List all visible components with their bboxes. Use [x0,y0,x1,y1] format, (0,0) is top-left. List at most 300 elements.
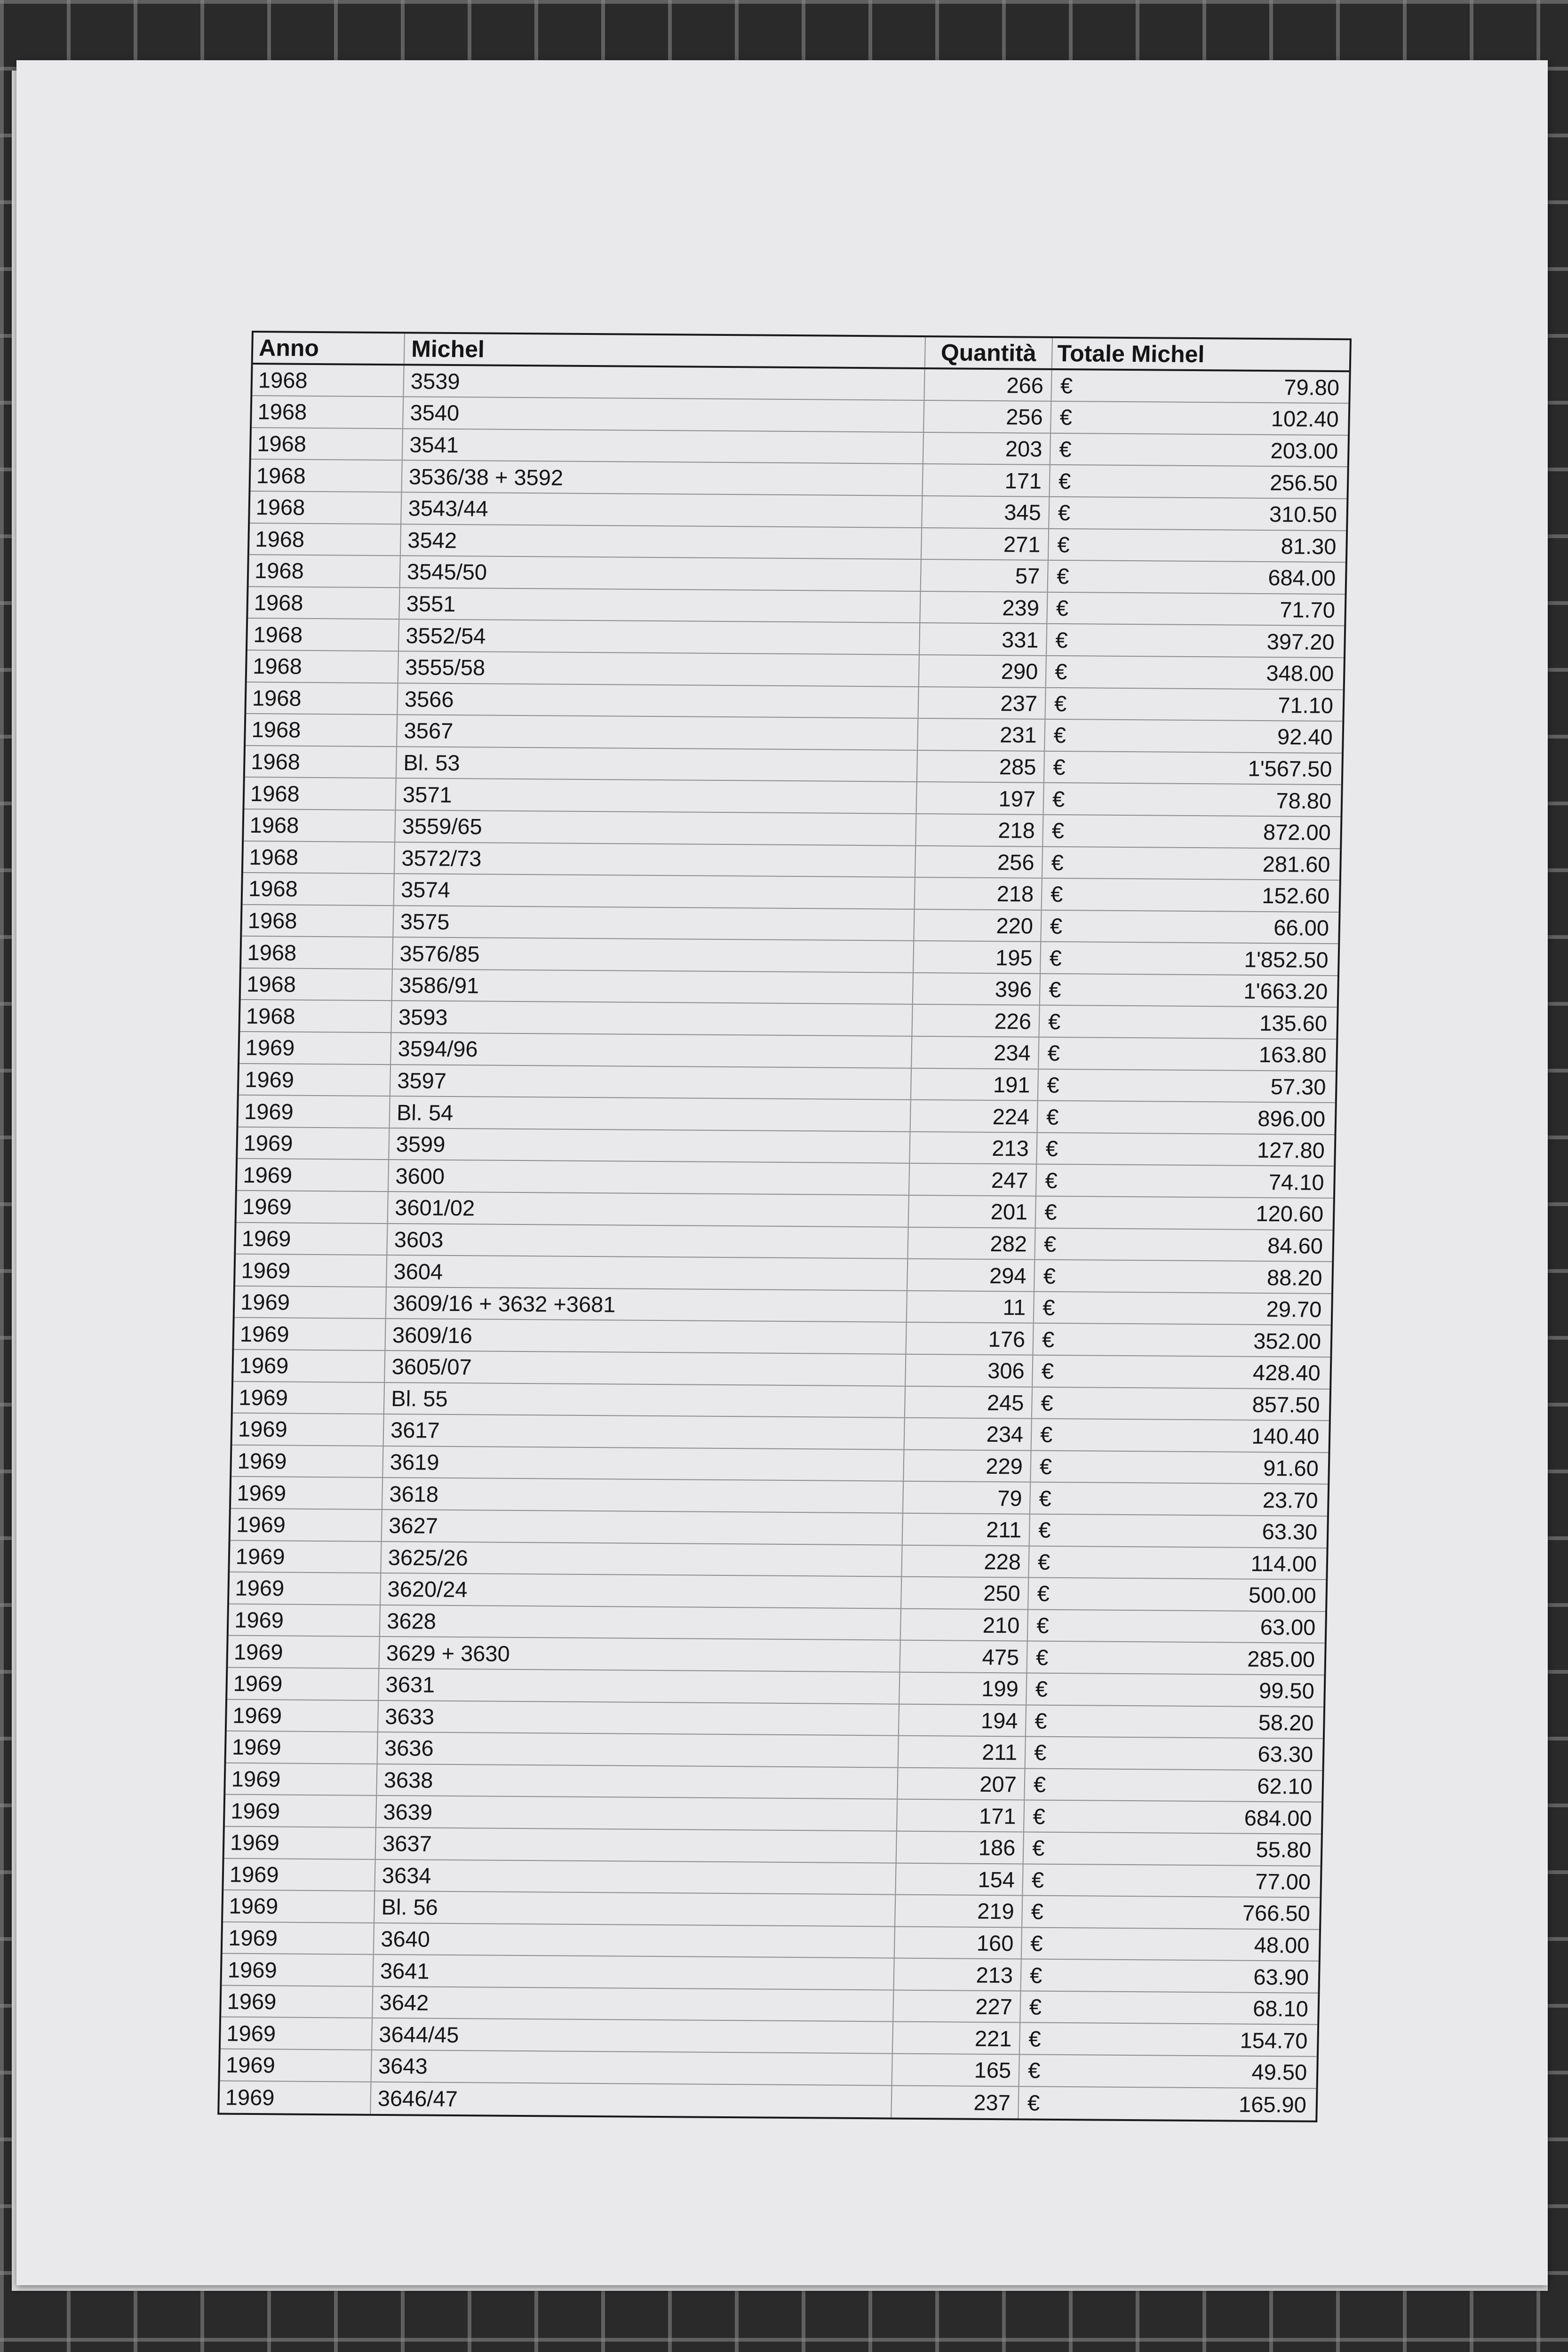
cell-quantita: 294 [907,1259,1035,1291]
cell-quantita: 224 [911,1100,1038,1132]
cell-quantita: 220 [914,910,1042,941]
cell-totale-michel [1031,1451,1324,1484]
cell-anno: 1969 [225,1795,377,1827]
cell-quantita: 210 [901,1609,1028,1640]
cell-michel: 3628 [380,1605,901,1640]
cell-quantita: 160 [895,1927,1022,1958]
currency-symbol: € [1048,1009,1061,1034]
cell-anno: 1969 [237,1159,389,1191]
cell-michel: 3572/73 [395,842,916,877]
cell-michel: 3575 [393,906,915,940]
cell-michel: 3574 [394,874,915,908]
cell-michel: 3627 [382,1510,903,1544]
cell-michel: 3536/38 + 3592 [402,461,923,495]
currency-symbol: € [1034,1708,1048,1733]
cell-quantita: 194 [899,1704,1027,1736]
cell-totale-michel [1030,1515,1323,1548]
cell-anno: 1969 [223,1891,375,1923]
currency-symbol: € [1043,1263,1056,1288]
cell-anno: 1968 [241,937,393,969]
cell-michel: 3633 [378,1700,899,1735]
cell-michel: 3609/16 [385,1319,907,1353]
currency-symbol: € [1055,627,1068,652]
cell-michel: 3545/50 [400,556,922,590]
cell-quantita: 237 [891,2086,1019,2118]
currency-symbol: € [1054,659,1067,684]
cell-totale-michel [1040,974,1334,1007]
cell-totale-michel [1043,783,1337,816]
currency-symbol: € [1058,468,1071,493]
cell-totale-michel [1043,815,1337,848]
header-anno: Anno [253,333,405,364]
currency-symbol: € [1045,1136,1059,1161]
cell-anno: 1969 [231,1509,382,1541]
cell-totale-value: 397.20 [1266,628,1335,654]
cell-totale-value: 500.00 [1248,1582,1317,1608]
header-totale-michel: Totale Michel [1057,340,1205,367]
cell-totale-value: 99.50 [1258,1678,1315,1704]
cell-totale-michel [1029,1546,1322,1579]
cell-michel: 3625/26 [381,1542,902,1576]
cell-totale-michel [1021,1960,1314,1993]
cell-michel: 3603 [387,1224,908,1258]
cell-totale-michel [1041,942,1334,975]
cell-michel: 3634 [375,1859,896,1894]
cell-totale-michel [1022,1928,1315,1961]
cell-anno: 1968 [252,396,404,428]
cell-quantita: 227 [893,1990,1021,2022]
cell-quantita: 57 [921,560,1049,591]
cell-totale-value: 285.00 [1247,1646,1315,1672]
cell-totale-value: 114.00 [1250,1550,1317,1576]
cell-anno: 1969 [223,1859,375,1891]
cell-totale-michel [1035,1228,1329,1261]
currency-symbol: € [1030,1931,1043,1956]
cell-quantita: 199 [899,1673,1027,1704]
cell-michel: 3644/45 [372,2018,893,2053]
cell-totale-value: 872.00 [1263,819,1331,845]
cell-totale-value: 135.60 [1259,1010,1328,1036]
cell-totale-michel [1037,1133,1330,1166]
currency-symbol: € [1039,1454,1052,1479]
cell-totale-value: 256.50 [1269,469,1338,495]
cell-totale-value: 120.60 [1255,1201,1324,1227]
cell-anno: 1968 [252,365,404,397]
cell-totale-value: 896.00 [1257,1105,1326,1131]
cell-totale-michel [1049,497,1343,530]
cell-anno: 1969 [227,1700,379,1732]
cell-quantita: 218 [915,878,1043,909]
cell-totale-michel [1051,402,1345,435]
currency-symbol: € [1054,691,1067,716]
currency-symbol: € [1033,1772,1046,1797]
cell-anno: 1969 [231,1477,383,1509]
cell-anno: 1969 [235,1255,387,1287]
cell-anno: 1969 [235,1287,387,1319]
cell-michel: 3640 [374,1923,895,1958]
currency-symbol: € [1045,1168,1058,1193]
cell-totale-value: 58.20 [1258,1709,1314,1735]
cell-michel: 3646/47 [371,2082,892,2117]
currency-symbol: € [1031,1899,1044,1924]
cell-michel: 3605/07 [385,1351,906,1385]
cell-anno: 1968 [246,682,398,714]
cell-totale-michel [1039,1038,1332,1071]
cell-totale-value: 55.80 [1256,1837,1312,1862]
cell-michel: 3571 [396,779,917,813]
cell-quantita: 195 [914,941,1041,973]
cell-anno: 1969 [219,2081,371,2114]
cell-totale-michel [1045,720,1338,753]
cell-anno: 1969 [222,1954,374,1986]
cell-michel: 3542 [401,524,922,559]
cell-michel: 3639 [376,1796,898,1830]
cell-anno: 1969 [223,1922,374,1954]
cell-anno: 1969 [233,1382,385,1414]
cell-anno: 1969 [236,1223,388,1255]
cell-totale-michel [1024,1801,1318,1834]
cell-michel: 3643 [372,2050,893,2085]
cell-michel: 3597 [390,1065,912,1099]
currency-symbol: € [1044,1200,1057,1225]
currency-symbol: € [1034,1740,1047,1765]
currency-symbol: € [1036,1613,1050,1638]
cell-totale-michel [1046,656,1340,689]
cell-quantita: 221 [893,2022,1020,2054]
cell-michel: 3576/85 [393,938,914,972]
cell-totale-michel [1025,1769,1318,1802]
currency-symbol: € [1051,850,1064,875]
cell-totale-value: 78.80 [1275,787,1332,813]
cell-quantita: 282 [908,1227,1035,1259]
cell-anno: 1969 [239,1064,391,1096]
cell-totale-value: 57.30 [1270,1074,1326,1099]
cell-quantita: 331 [920,623,1047,655]
cell-totale-value: 63.30 [1258,1741,1313,1767]
cell-totale-value: 48.00 [1254,1932,1310,1958]
cell-totale-value: 766.50 [1242,1900,1311,1926]
currency-symbol: € [1027,2090,1040,2115]
cell-quantita: 256 [924,401,1051,432]
currency-symbol: € [1028,2026,1042,2051]
cell-michel: 3609/16 + 3632 +3681 [386,1287,907,1322]
cell-totale-value: 1'852.50 [1244,946,1329,972]
cell-totale-value: 71.10 [1277,692,1334,718]
cell-totale-michel [1044,751,1338,784]
cell-michel: 3555/58 [398,652,920,686]
cell-totale-michel [1047,593,1341,626]
cell-anno: 1969 [233,1350,385,1382]
cell-anno: 1969 [226,1732,378,1764]
cell-quantita: 234 [905,1418,1032,1450]
cell-quantita: 266 [924,369,1052,401]
cell-quantita: 250 [901,1577,1029,1609]
cell-totale-value: 23.70 [1262,1487,1319,1513]
cell-anno: 1968 [245,746,397,778]
cell-anno: 1969 [224,1827,376,1859]
cell-totale-value: 91.60 [1263,1455,1319,1481]
cell-quantita: 396 [913,973,1041,1005]
cell-michel: 3601/02 [388,1192,909,1226]
cell-totale-michel [1030,1483,1324,1516]
cell-quantita: 211 [899,1736,1026,1768]
currency-symbol: € [1040,1422,1053,1447]
cell-totale-michel [1038,1101,1331,1134]
cell-michel: Bl. 53 [397,747,918,781]
cell-totale-michel [1026,1737,1319,1770]
cell-totale-value: 152.60 [1261,883,1330,909]
cell-anno: 1968 [243,841,395,873]
cell-michel: 3551 [399,588,921,622]
cell-quantita: 231 [918,719,1045,750]
cell-quantita: 219 [895,1895,1023,1927]
cell-totale-value: 68.10 [1252,1996,1309,2021]
cell-totale-michel [1045,688,1339,721]
cell-totale-michel [1024,1832,1317,1865]
cell-totale-michel [1032,1387,1326,1420]
cell-quantita: 201 [909,1196,1036,1227]
currency-symbol: € [1031,1867,1044,1892]
stamp-inventory-table [217,331,1352,2122]
cell-totale-value: 74.10 [1268,1169,1325,1195]
currency-symbol: € [1046,1104,1059,1129]
cell-quantita: 245 [905,1386,1033,1418]
cell-anno: 1968 [250,460,402,492]
cell-totale-michel [1032,1419,1325,1452]
cell-anno: 1969 [239,1032,391,1064]
cell-anno: 1969 [225,1763,377,1795]
cell-totale-michel [1043,847,1336,880]
cell-quantita: 213 [910,1132,1037,1164]
cell-quantita: 11 [907,1291,1035,1323]
currency-symbol: € [1049,945,1062,970]
cell-totale-michel [1039,1006,1333,1039]
cell-quantita: 256 [915,846,1043,877]
cell-anno: 1969 [229,1604,381,1636]
cell-quantita: 475 [900,1641,1027,1672]
cell-anno: 1969 [229,1573,381,1605]
cell-totale-michel [1041,910,1335,943]
cell-quantita: 229 [904,1450,1031,1481]
currency-symbol: € [1057,532,1070,557]
cell-totale-michel [1051,370,1345,403]
cell-totale-value: 140.40 [1251,1423,1320,1449]
currency-symbol: € [1050,882,1063,907]
cell-totale-michel [1020,1991,1314,2024]
currency-symbol: € [1029,1963,1043,1988]
cell-anno: 1968 [243,873,395,905]
cell-anno: 1969 [237,1191,389,1223]
cell-anno: 1969 [231,1445,383,1477]
cell-totale-value: 1'567.50 [1248,755,1332,782]
cell-totale-value: 154.70 [1240,2027,1308,2053]
cell-michel: 3539 [404,366,925,400]
cell-totale-michel [1035,1260,1328,1293]
cell-quantita: 176 [906,1323,1034,1354]
currency-symbol: € [1037,1549,1051,1574]
cell-anno: 1968 [249,555,401,587]
cell-quantita: 207 [898,1768,1025,1799]
cell-quantita: 171 [923,464,1050,496]
currency-symbol: € [1056,564,1069,589]
cell-quantita: 197 [916,782,1044,814]
cell-totale-value: 1'663.20 [1243,978,1328,1004]
cell-totale-value: 857.50 [1252,1391,1320,1417]
currency-symbol: € [1047,1041,1060,1066]
currency-symbol: € [1039,1486,1052,1511]
cell-totale-michel [1027,1642,1321,1675]
cell-michel: 3629 + 3630 [379,1637,900,1671]
cell-anno: 1969 [220,2050,372,2082]
currency-symbol: € [1048,977,1061,1002]
cell-totale-michel [1023,1864,1316,1897]
currency-symbol: € [1059,437,1072,462]
currency-symbol: € [1043,1231,1057,1256]
cell-michel: 3641 [373,1955,894,1989]
currency-symbol: € [1032,1835,1045,1860]
cell-totale-value: 310.50 [1269,501,1337,527]
cell-totale-value: 203.00 [1270,438,1338,464]
cell-anno: 1969 [230,1541,382,1573]
cell-totale-value: 92.40 [1277,724,1333,750]
cell-anno: 1968 [250,492,402,524]
cell-quantita: 226 [912,1005,1040,1036]
cell-quantita: 228 [902,1545,1029,1577]
cell-anno: 1968 [244,810,396,842]
cell-quantita: 186 [897,1831,1024,1863]
cell-totale-value: 63.90 [1253,1964,1309,1990]
cell-michel: 3599 [389,1128,910,1163]
currency-symbol: € [1035,1676,1048,1702]
cell-michel: 3642 [373,1987,894,2021]
cell-quantita: 271 [922,528,1049,560]
currency-symbol: € [1058,500,1071,525]
cell-michel: 3540 [403,397,924,431]
cell-anno: 1969 [227,1668,379,1700]
cell-michel: 3637 [376,1828,897,1862]
cell-michel: 3636 [378,1732,899,1767]
cell-michel: 3638 [377,1764,898,1799]
currency-symbol: € [1037,1581,1050,1606]
cell-quantita: 247 [909,1164,1037,1195]
cell-anno: 1969 [221,1986,373,2018]
cell-totale-value: 81.30 [1281,533,1337,559]
cell-totale-michel [1022,1896,1316,1929]
cell-anno: 1969 [234,1318,386,1350]
header-quantita: Quantità [925,337,1053,368]
cell-michel: 3631 [379,1669,900,1703]
cell-anno: 1969 [228,1636,380,1668]
cell-quantita: 191 [911,1068,1039,1100]
currency-symbol: € [1056,595,1069,621]
cell-totale-michel [1038,1069,1332,1102]
cell-totale-michel [1033,1324,1327,1357]
cell-totale-value: 352.00 [1253,1328,1321,1354]
currency-symbol: € [1035,1645,1049,1670]
cell-michel: Bl. 56 [374,1891,896,1926]
cell-totale-value: 88.20 [1266,1264,1323,1290]
cell-totale-michel [1049,529,1342,562]
cell-michel: Bl. 55 [384,1383,906,1417]
cell-michel: 3559/65 [395,810,916,845]
cell-totale-michel [1033,1356,1326,1389]
cell-totale-value: 29.70 [1266,1296,1322,1322]
currency-symbol: € [1053,723,1067,748]
currency-symbol: € [1046,1072,1060,1097]
cell-totale-michel [1019,2055,1313,2088]
cell-totale-value: 49.50 [1251,2059,1307,2085]
paper-sheet [16,60,1548,2285]
cell-totale-michel [1027,1673,1320,1706]
cell-quantita: 239 [920,592,1048,623]
cell-totale-michel [1036,1197,1329,1230]
cell-michel: 3567 [397,715,918,749]
cell-totale-value: 348.00 [1266,660,1334,686]
cell-totale-michel [1020,2023,1313,2056]
currency-symbol: € [1040,1390,1054,1415]
currency-symbol: € [1051,818,1065,843]
cell-quantita: 290 [919,655,1047,687]
cell-quantita: 218 [916,814,1043,846]
currency-symbol: € [1038,1517,1051,1543]
currency-symbol: € [1060,373,1073,398]
cell-anno: 1969 [232,1414,384,1446]
cell-anno: 1968 [242,905,394,937]
cell-anno: 1968 [247,619,399,651]
currency-symbol: € [1029,1994,1042,2019]
cell-totale-value: 428.40 [1252,1360,1321,1386]
cell-anno: 1968 [247,651,399,683]
cell-michel: 3594/96 [391,1033,912,1067]
cell-totale-value: 62.10 [1257,1773,1313,1799]
cell-totale-michel [1050,465,1343,498]
cell-anno: 1968 [249,524,401,556]
cell-totale-value: 102.40 [1271,406,1339,432]
cell-totale-value: 84.60 [1267,1233,1323,1258]
cell-michel: 3541 [403,429,924,463]
cell-totale-michel [1034,1292,1328,1325]
cell-anno: 1969 [238,1128,390,1160]
cell-totale-value: 165.90 [1238,2091,1307,2117]
cell-quantita: 165 [892,2054,1020,2086]
cell-anno: 1968 [251,428,403,460]
cell-anno: 1968 [248,587,400,619]
cell-michel: 3620/24 [381,1573,902,1608]
cell-quantita: 285 [917,751,1045,782]
cell-totale-value: 71.70 [1279,597,1336,623]
cell-quantita: 154 [896,1863,1023,1895]
cell-totale-value: 66.00 [1273,915,1329,940]
cell-anno: 1968 [244,778,396,810]
cell-totale-value: 63.00 [1260,1614,1316,1640]
cell-totale-value: 684.00 [1267,565,1336,591]
cell-michel: 3593 [391,1001,913,1036]
cell-michel: 3618 [382,1478,904,1512]
cell-michel: 3586/91 [392,969,914,1004]
cell-michel: 3543/44 [401,493,923,527]
cell-anno: 1969 [221,2018,373,2050]
currency-symbol: € [1042,1327,1055,1352]
currency-symbol: € [1052,786,1065,811]
cell-quantita: 171 [897,1800,1025,1831]
cell-totale-value: 127.80 [1257,1137,1325,1163]
currency-symbol: € [1027,2058,1041,2083]
currency-symbol: € [1033,1804,1046,1829]
cell-totale-value: 79.80 [1283,374,1340,400]
header-michel: Michel [405,334,926,367]
cell-quantita: 234 [912,1037,1039,1068]
cell-totale-michel [1036,1165,1330,1198]
